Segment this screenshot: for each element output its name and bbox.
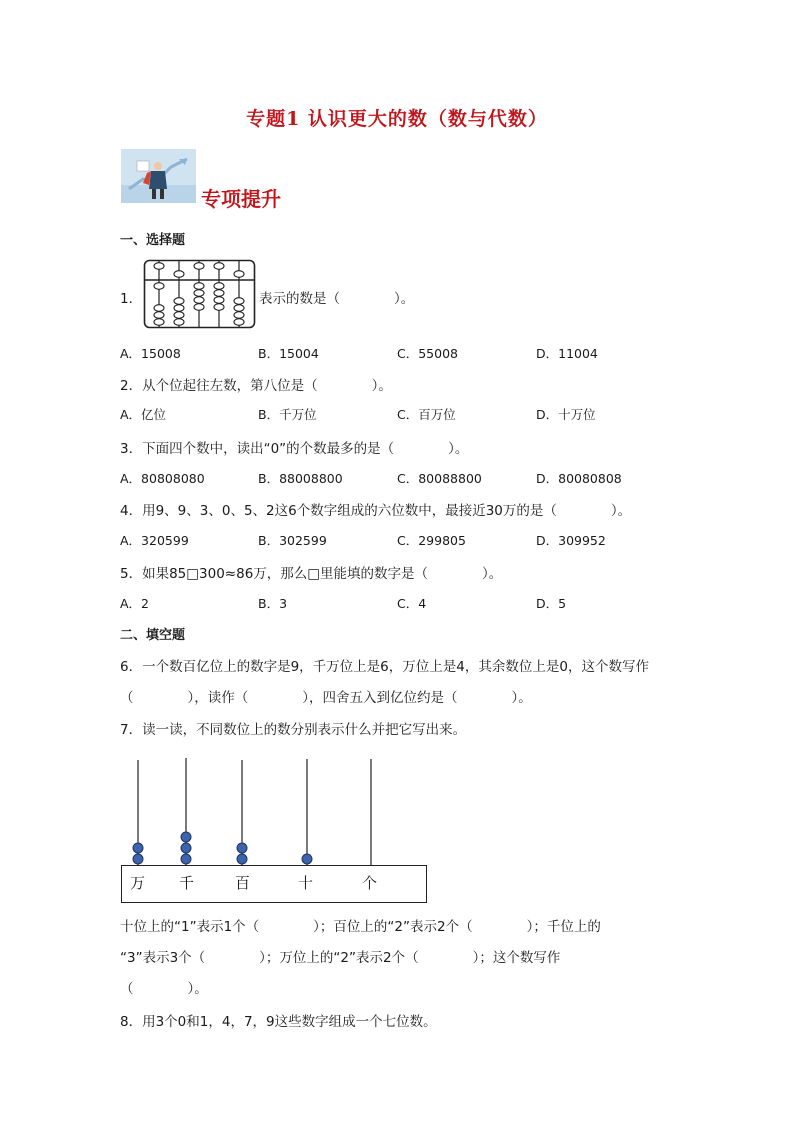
- question-4-text: 4．用9、9、3、0、5、2这6个数字组成的六位数中，最接近30万的是（ ）。: [120, 503, 632, 519]
- place-label-bai: 百: [235, 874, 251, 892]
- q1-option-d[interactable]: D．11004: [536, 346, 598, 361]
- abacus-lower-bead: [194, 297, 204, 304]
- q5-option-d[interactable]: D．5: [536, 596, 567, 611]
- abacus-lower-bead: [194, 283, 204, 290]
- abacus-figure: [143, 259, 256, 329]
- q2-option-c[interactable]: C．百万位: [397, 407, 456, 422]
- abacus-lower-bead: [194, 290, 204, 297]
- question-6-line1: 6．一个数百亿位上的数字是9，千万位上是6，万位上是4，其余数位上是0，这个数写作: [120, 659, 649, 675]
- abacus-lower-bead: [234, 312, 244, 319]
- counting-frame-rods: [121, 755, 431, 870]
- question-1-number: 1．: [120, 291, 143, 307]
- abacus-lower-bead: [174, 319, 184, 326]
- counting-bead: [181, 832, 191, 842]
- q2-option-a[interactable]: A．亿位: [120, 407, 167, 422]
- q3-option-b[interactable]: B．88008800: [258, 471, 343, 486]
- abacus-lower-bead: [154, 283, 164, 290]
- abacus-upper-bead: [194, 263, 204, 270]
- place-label-qian: 千: [179, 874, 195, 892]
- q1-option-a[interactable]: A．15008: [120, 346, 181, 361]
- question-7-line1: 十位上的“1”表示1个（ ）；百位上的“2”表示2个（ ）；千位上的: [120, 919, 601, 935]
- question-7-text: 7．读一读，不同数位上的数分别表示什么并把它写出来。: [120, 722, 467, 738]
- abacus-lower-bead: [214, 283, 224, 290]
- counting-bead: [181, 854, 191, 864]
- q5-option-a[interactable]: A．2: [120, 596, 150, 611]
- q4-option-b[interactable]: B．302599: [258, 533, 327, 548]
- abacus-lower-bead: [234, 319, 244, 326]
- abacus-lower-bead: [154, 319, 164, 326]
- q3-option-c[interactable]: C．80088800: [397, 471, 482, 486]
- q3-option-d[interactable]: D．80080808: [536, 471, 622, 486]
- section-heading-fill: 二、填空题: [120, 628, 186, 643]
- abacus-lower-bead: [174, 305, 184, 312]
- q3-option-a[interactable]: A．80808080: [120, 471, 205, 486]
- place-label-shi: 十: [298, 874, 314, 892]
- q1-option-c[interactable]: C．55008: [397, 346, 458, 361]
- banner-heading: 专项提升: [201, 187, 281, 211]
- banner-illustration: [121, 149, 196, 203]
- abacus-lower-bead: [214, 290, 224, 297]
- question-3-text: 3．下面四个数中，读出“0”的个数最多的是（ ）。: [120, 441, 469, 457]
- abacus-upper-bead: [174, 271, 184, 278]
- q2-option-b[interactable]: B．千万位: [258, 407, 317, 422]
- abacus-lower-bead: [174, 312, 184, 319]
- q1-option-b[interactable]: B．15004: [258, 346, 319, 361]
- q4-option-d[interactable]: D．309952: [536, 533, 606, 548]
- question-5-text: 5．如果85□300≈86万，那么□里能填的数字是（ ）。: [120, 566, 503, 582]
- abacus-upper-bead: [214, 263, 224, 270]
- abacus-lower-bead: [234, 305, 244, 312]
- abacus-lower-bead: [154, 305, 164, 312]
- question-1-text: 表示的数是（ ）。: [259, 291, 415, 307]
- counting-bead: [181, 843, 191, 853]
- counting-bead: [133, 843, 143, 853]
- counting-bead: [237, 843, 247, 853]
- counting-bead: [237, 854, 247, 864]
- page-title: 专题1 认识更大的数（数与代数）: [246, 108, 548, 130]
- counting-bead: [302, 854, 312, 864]
- abacus-lower-bead: [194, 304, 204, 311]
- abacus-lower-bead: [234, 298, 244, 305]
- q5-option-b[interactable]: B．3: [258, 596, 288, 611]
- question-2-text: 2．从个位起往左数，第八位是（ ）。: [120, 378, 392, 394]
- question-6-line2: （ ），读作（ ），四舍五入到亿位约是（ ）。: [120, 690, 532, 706]
- question-7-line3: （ ）。: [120, 981, 208, 997]
- q4-option-c[interactable]: C．299805: [397, 533, 466, 548]
- abacus-lower-bead: [214, 297, 224, 304]
- place-label-wan: 万: [130, 874, 146, 892]
- q5-option-c[interactable]: C．4: [397, 596, 427, 611]
- question-7-line2: “3”表示3个（ ）；万位上的“2”表示2个（ ）；这个数写作: [120, 950, 561, 966]
- abacus-lower-bead: [154, 312, 164, 319]
- section-heading-choice: 一、选择题: [120, 233, 186, 248]
- abacus-upper-bead: [154, 263, 164, 270]
- abacus-lower-bead: [174, 298, 184, 305]
- q2-option-d[interactable]: D．十万位: [536, 407, 596, 422]
- abacus-lower-bead: [214, 304, 224, 311]
- q4-option-a[interactable]: A．320599: [120, 533, 189, 548]
- abacus-upper-bead: [234, 271, 244, 278]
- place-value-labels: [121, 865, 427, 903]
- place-label-ge: 个: [362, 874, 378, 892]
- counting-bead: [133, 854, 143, 864]
- question-8-text: 8．用3个0和1，4，7，9这些数字组成一个七位数。: [120, 1014, 437, 1030]
